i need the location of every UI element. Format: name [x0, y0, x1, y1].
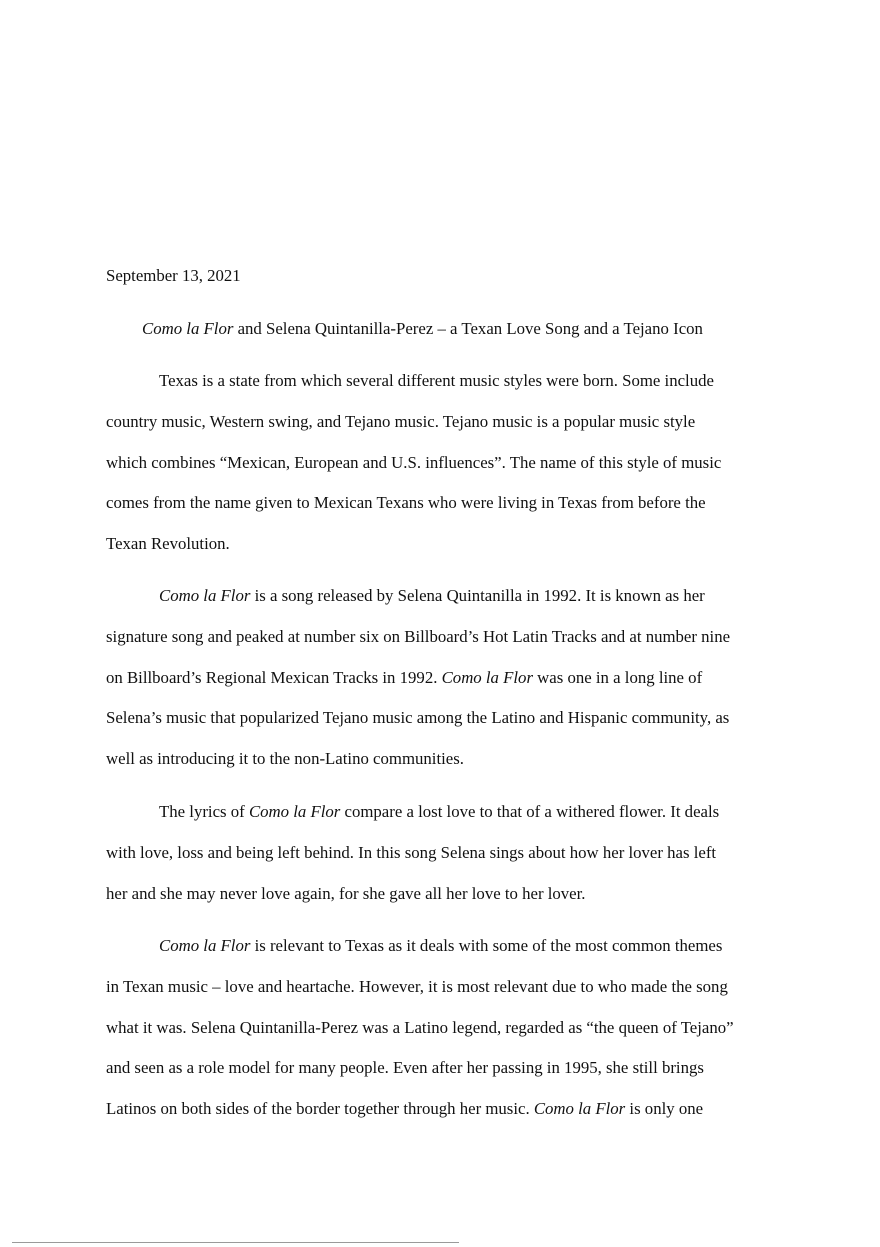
paragraph-4-line: in Texan music – love and heartache. However, it is most relevant due to who made the song: [106, 976, 728, 996]
song-name: Como la Flor: [159, 586, 251, 605]
paragraph-3-line: with love, loss and being left behind. In this song Selena sings about how her lover has left: [106, 842, 717, 862]
paragraph-2-line: Selena’s music that popularized Tejano music among the Latino and Hispanic community, as: [106, 708, 730, 728]
song-name: Como la Flor: [533, 1099, 626, 1119]
paragraph-2-text: on Billboard’s Regional Mexican Tracks in 1992.: [106, 667, 442, 687]
paragraph-3: [106, 792, 770, 914]
paragraph-1: [106, 361, 770, 565]
paragraph-2-line: [106, 576, 770, 617]
paragraph-1-line: Texas is a state from which several different music styles were born. Some include: [159, 371, 714, 390]
paragraph-4-line: what it was. Selena Quintanilla-Perez was a Latino legend, regarded as “the queen of Tejano”: [106, 1017, 734, 1037]
document-title: [142, 319, 703, 339]
paragraph-4-text: is relevant to Texas as it deals with some of the most common themes: [250, 936, 723, 955]
paragraph-3-text: The lyrics of: [159, 802, 249, 821]
paragraph-2-line: signature song and peaked at number six on Billboard’s Hot Latin Tracks and at number nine: [106, 626, 731, 646]
paragraph-2: [106, 576, 770, 780]
paragraph-2-text: was one in a long line of: [532, 667, 703, 687]
song-name: Como la Flor: [159, 936, 251, 955]
paragraph-4-line: and seen as a role model for many people. Even after her passing in 1995, she still brings: [106, 1058, 704, 1078]
footnote-separator: [12, 1242, 459, 1243]
title-rest: and Selena Quintanilla-Perez – a Texan Love Song and a Tejano Icon: [233, 319, 703, 338]
paragraph-3-line: her and she may never love again, for she gave all her love to her lover.: [106, 883, 586, 903]
paragraph-4-text: is only one: [625, 1099, 704, 1119]
paragraph-2-text: is a song released by Selena Quintanilla in 1992. It is known as her: [250, 586, 705, 605]
song-name: Como la Flor: [248, 802, 341, 821]
paragraph-1-line: comes from the name given to Mexican Texans who were living in Texas from before the: [106, 493, 706, 513]
paragraph-2-line: well as introducing it to the non-Latino communities.: [106, 749, 464, 769]
paragraph-3-text: compare a lost love to that of a withered flower. It deals: [340, 802, 720, 821]
paragraph-1-line: country music, Western swing, and Tejano music. Tejano music is a popular music style: [106, 411, 696, 431]
title-song-name: Como la Flor: [142, 319, 234, 338]
paragraph-1-line: Texan Revolution.: [106, 534, 230, 554]
document-date: September 13, 2021: [106, 266, 241, 285]
paragraph-3-line: [106, 792, 770, 833]
paragraph-4: [106, 926, 770, 1130]
paragraph-4-line: [53, 1089, 770, 1130]
paragraph-4-line: [106, 926, 770, 967]
paragraph-2-line: [53, 658, 770, 699]
paragraph-4-text: Latinos on both sides of the border together through her music.: [106, 1099, 534, 1119]
paragraph-1-line: which combines “Mexican, European and U.S. influences”. The name of this style of music: [106, 452, 722, 472]
song-name: Como la Flor: [441, 667, 533, 687]
